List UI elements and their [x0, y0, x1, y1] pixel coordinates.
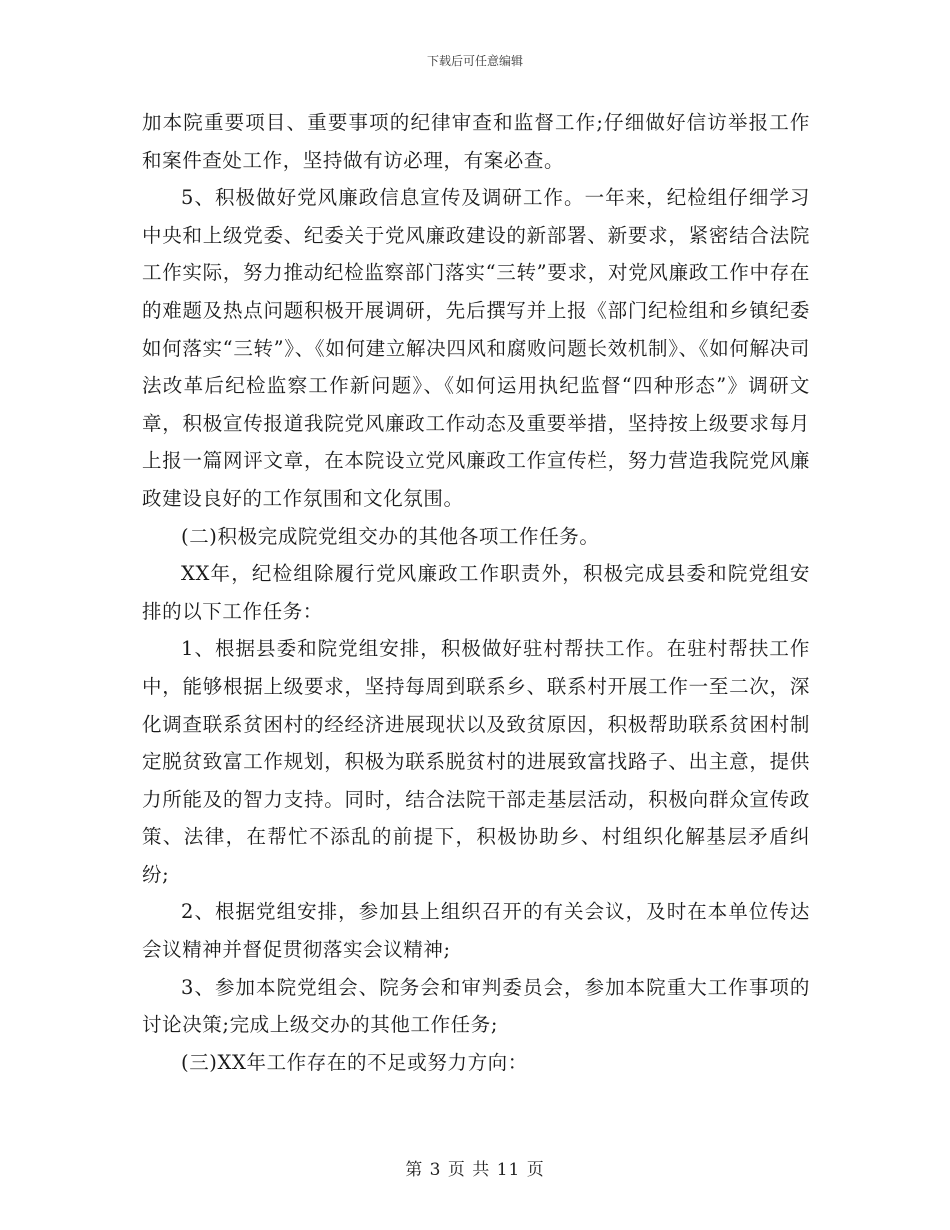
- paragraph-continuation: 加本院重要项目、重要事项的纪律审查和监督工作;仔细做好信访举报工作和案件查处工作，坚持做有访必理，有案必查。: [142, 111, 810, 172]
- page-header-note: 下载后可任意编辑: [426, 54, 523, 68]
- paragraph-item-3: 3、参加本院党组会、院务会和审判委员会，参加本院重大工作事项的讨论决策;完成上级交办的其他工作任务;: [142, 975, 810, 1037]
- paragraph-item-2: 2、根据党组安排，参加县上组织召开的有关会议，及时在本单位传达会议精神并督促贯彻落实会议精神;: [142, 900, 810, 962]
- document-body: [142, 104, 810, 1081]
- paragraph-item-1: 1、根据县委和院党组安排，积极做好驻村帮扶工作。在驻村帮扶工作中，能够根据上级要求，坚持每周到联系乡、联系村开展工作一至二次，深化调查联系贫困村的经经济进展现状以及致贫原因，积极帮助联系贫困村制定脱贫致富工作规划，积极为联系脱贫村的进展致富找路子、出主意，提供力所能及的智力支持。同时，结合法院干部走基层活动，积极向群众宣传政策、法律，在帮忙不添乱的前提下，积极协助乡、村组织化解基层矛盾纠纷;: [142, 637, 810, 886]
- paragraph-intro: XX年，纪检组除履行党风廉政工作职责外，积极完成县委和院党组安排的以下工作任务：: [142, 562, 810, 623]
- section-heading-2: (二)积极完成院党组交办的其他各项工作任务。: [181, 524, 600, 548]
- section-heading-3: (三)XX年工作存在的不足或努力方向：: [181, 1050, 528, 1074]
- page-number: 第 3 页 共 11 页: [405, 1160, 545, 1180]
- paragraph-item-5: 5、积极做好党风廉政信息宣传及调研工作。一年来，纪检组仔细学习中央和上级党委、纪委关于党风廉政建设的新部署、新要求，紧密结合法院工作实际，努力推动纪检监察部门落实“三转”要求，对党风廉政工作中存在的难题及热点问题积极开展调研，先后撰写并上报《部门纪检组和乡镇纪委如何落实“三转”》、《如何建立解决四风和腐败问题长效机制》、《如何解决司法改革后纪检监察工作新问题》、《如何运用执纪监督“四种形态”》调研文章，积极宣传报道我院党风廉政工作动态及重要举措，坚持按上级要求每月上报一篇网评文章，在本院设立党风廉政工作宣传栏，努力营造我院党风廉政建设良好的工作氛围和文化氛围。: [142, 186, 810, 510]
